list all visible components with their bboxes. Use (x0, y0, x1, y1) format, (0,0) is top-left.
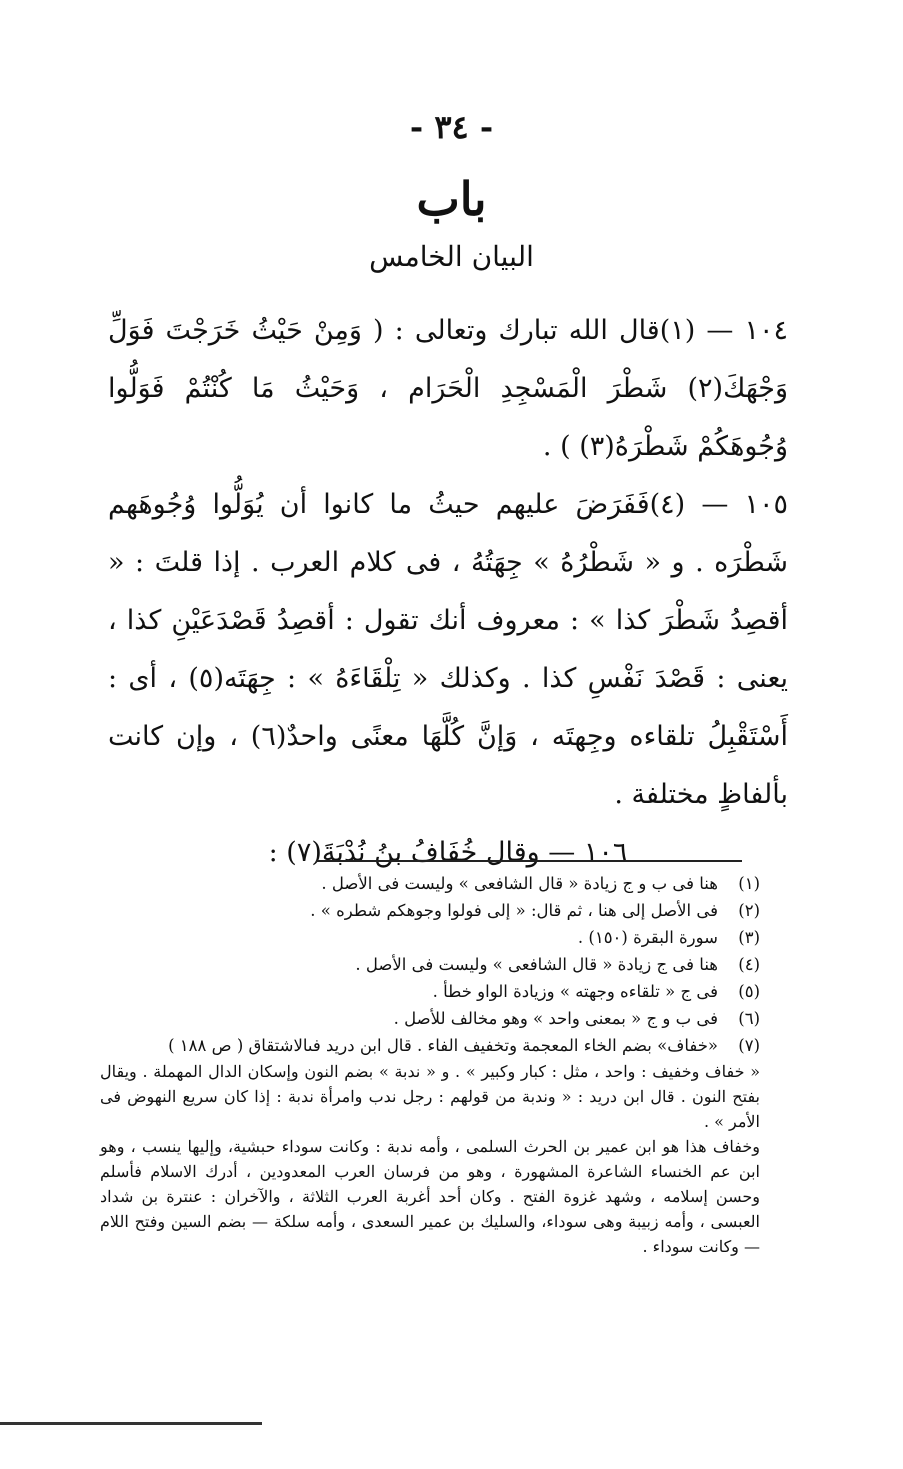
bottom-edge-line (0, 1422, 262, 1425)
footnote (100, 978, 760, 1005)
footnote (100, 897, 760, 924)
footnote-separator (316, 860, 742, 862)
footnote (100, 870, 760, 897)
footnotes (100, 870, 760, 1259)
paragraph-104: ١٠٤ — (١)قال الله تبارك وتعالى : ( وَمِنْ حَيْثُ خَرَجْتَ فَوَلِّ وَجْهَكَ(٢) شَطْرَ الْمَسْجِدِ الْحَرَام ، وَحَيْثُ مَا كُنْتُمْ فَوَلُّوا وُجُوهَكُمْ شَطْرَهُ(٣) ) . (108, 315, 788, 462)
footnote (100, 951, 760, 978)
footnote-continuation-paragraph: « خفاف وخفيف : واحد ، مثل : كبار وكبير » . و « ندبة » بضم النون وإسكان الدال المهملة . ويقال بفتح النون . قال ابن دريد : « وندبة من قولهم : رجل ندب وامرأة ندبة : إذا كان سريع النهوض فى الأمر » . (100, 1062, 761, 1131)
footnote-text: هنا فى ج زيادة « قال الشافعى » وليست فى الأصل . (355, 955, 718, 974)
section-title: البيان الخامس (369, 240, 534, 273)
footnote-text: فى ب و ج « بمعنى واحد » وهو مخالف للأصل . (393, 1009, 718, 1028)
chapter-heading: باب (416, 172, 487, 226)
footnote-number: (٦) (738, 1009, 760, 1028)
footnote-7-continuation (100, 1059, 760, 1259)
footnote-text: «خفاف» بضم الخاء المعجمة وتخفيف الفاء . قال ابن دريد فىالاشتقاق ( ص ١٨٨ ) (168, 1036, 718, 1055)
footnote-text: فى الأصل إلى هنا ، ثم قال: « إلى فولوا وجوهكم شطره » . (310, 901, 718, 920)
footnote-text: سورة البقرة (١٥٠) . (577, 928, 718, 947)
footnote-number: (٧) (738, 1036, 760, 1055)
footnote-number: (٤) (738, 955, 760, 974)
footnote-text: فى ج « تلقاءه وجهته » وزيادة الواو خطأ . (432, 982, 718, 1001)
footnote (100, 1005, 760, 1032)
footnote-text: هنا فى ب و ج زيادة « قال الشافعى » وليست فى الأصل . (321, 874, 718, 893)
footnote-number: (٥) (738, 982, 760, 1001)
paragraph-105: ١٠٥ — (٤)فَفَرَضَ عليهم حيثُ ما كانوا أن يُوَلُّوا وُجُوهَهم شَطْرَه . و « شَطْرُهُ » جِهَتُهُ ، فى كلام العرب . إذا قلتَ : « أقصِدُ شَطْرَ كذا » : معروف أنك تقول : أقصِدُ قَصْدَعَيْنِ كذا ، يعنى : قَصْدَ نَفْسِ كذا . وكذلك « تِلْقَاءَهُ » : جِهَتَه(٥) ، أى : أَسْتَقْبِلُ تلقاءه وجِهتَه ، وَإنَّ كُلَّهَا معنًى واحدٌ(٦) ، وإن كانت بألفاظٍ مختلفة . (108, 489, 788, 810)
footnote (100, 924, 760, 951)
paragraph-106: ١٠٦ — وقال خُفَافُ بنُ نُدْبَةَ(٧) : (268, 837, 628, 868)
main-text (108, 302, 788, 882)
footnote-number: (٢) (738, 901, 760, 920)
footnote-number: (٣) (738, 928, 760, 947)
footnote-continuation-paragraph: وخفاف هذا هو ابن عمير بن الحرث السلمى ، وأمه ندبة : وكانت سوداء حبشية، وإليها ينسب ، وهو ابن عم الخنساء الشاعرة المشهورة ، وهو من فرسان العرب المعدودين ، أدرك الاسلام فأسلم وحسن إسلامه ، وشهد غزوة الفتح . وكان أحد أغربة العرب الثلاثة ، والآخران : عنترة بن شداد العبسى ، وأمه زبيبة وهى سوداء، والسليك بن عمير السعدى ، وأمه سلكة — بضم السين وفتح اللام — وكانت سوداء . (100, 1137, 760, 1256)
footnote-number: (١) (738, 874, 760, 893)
page-number: - ٣٤ - (409, 108, 494, 146)
footnote (100, 1032, 760, 1059)
